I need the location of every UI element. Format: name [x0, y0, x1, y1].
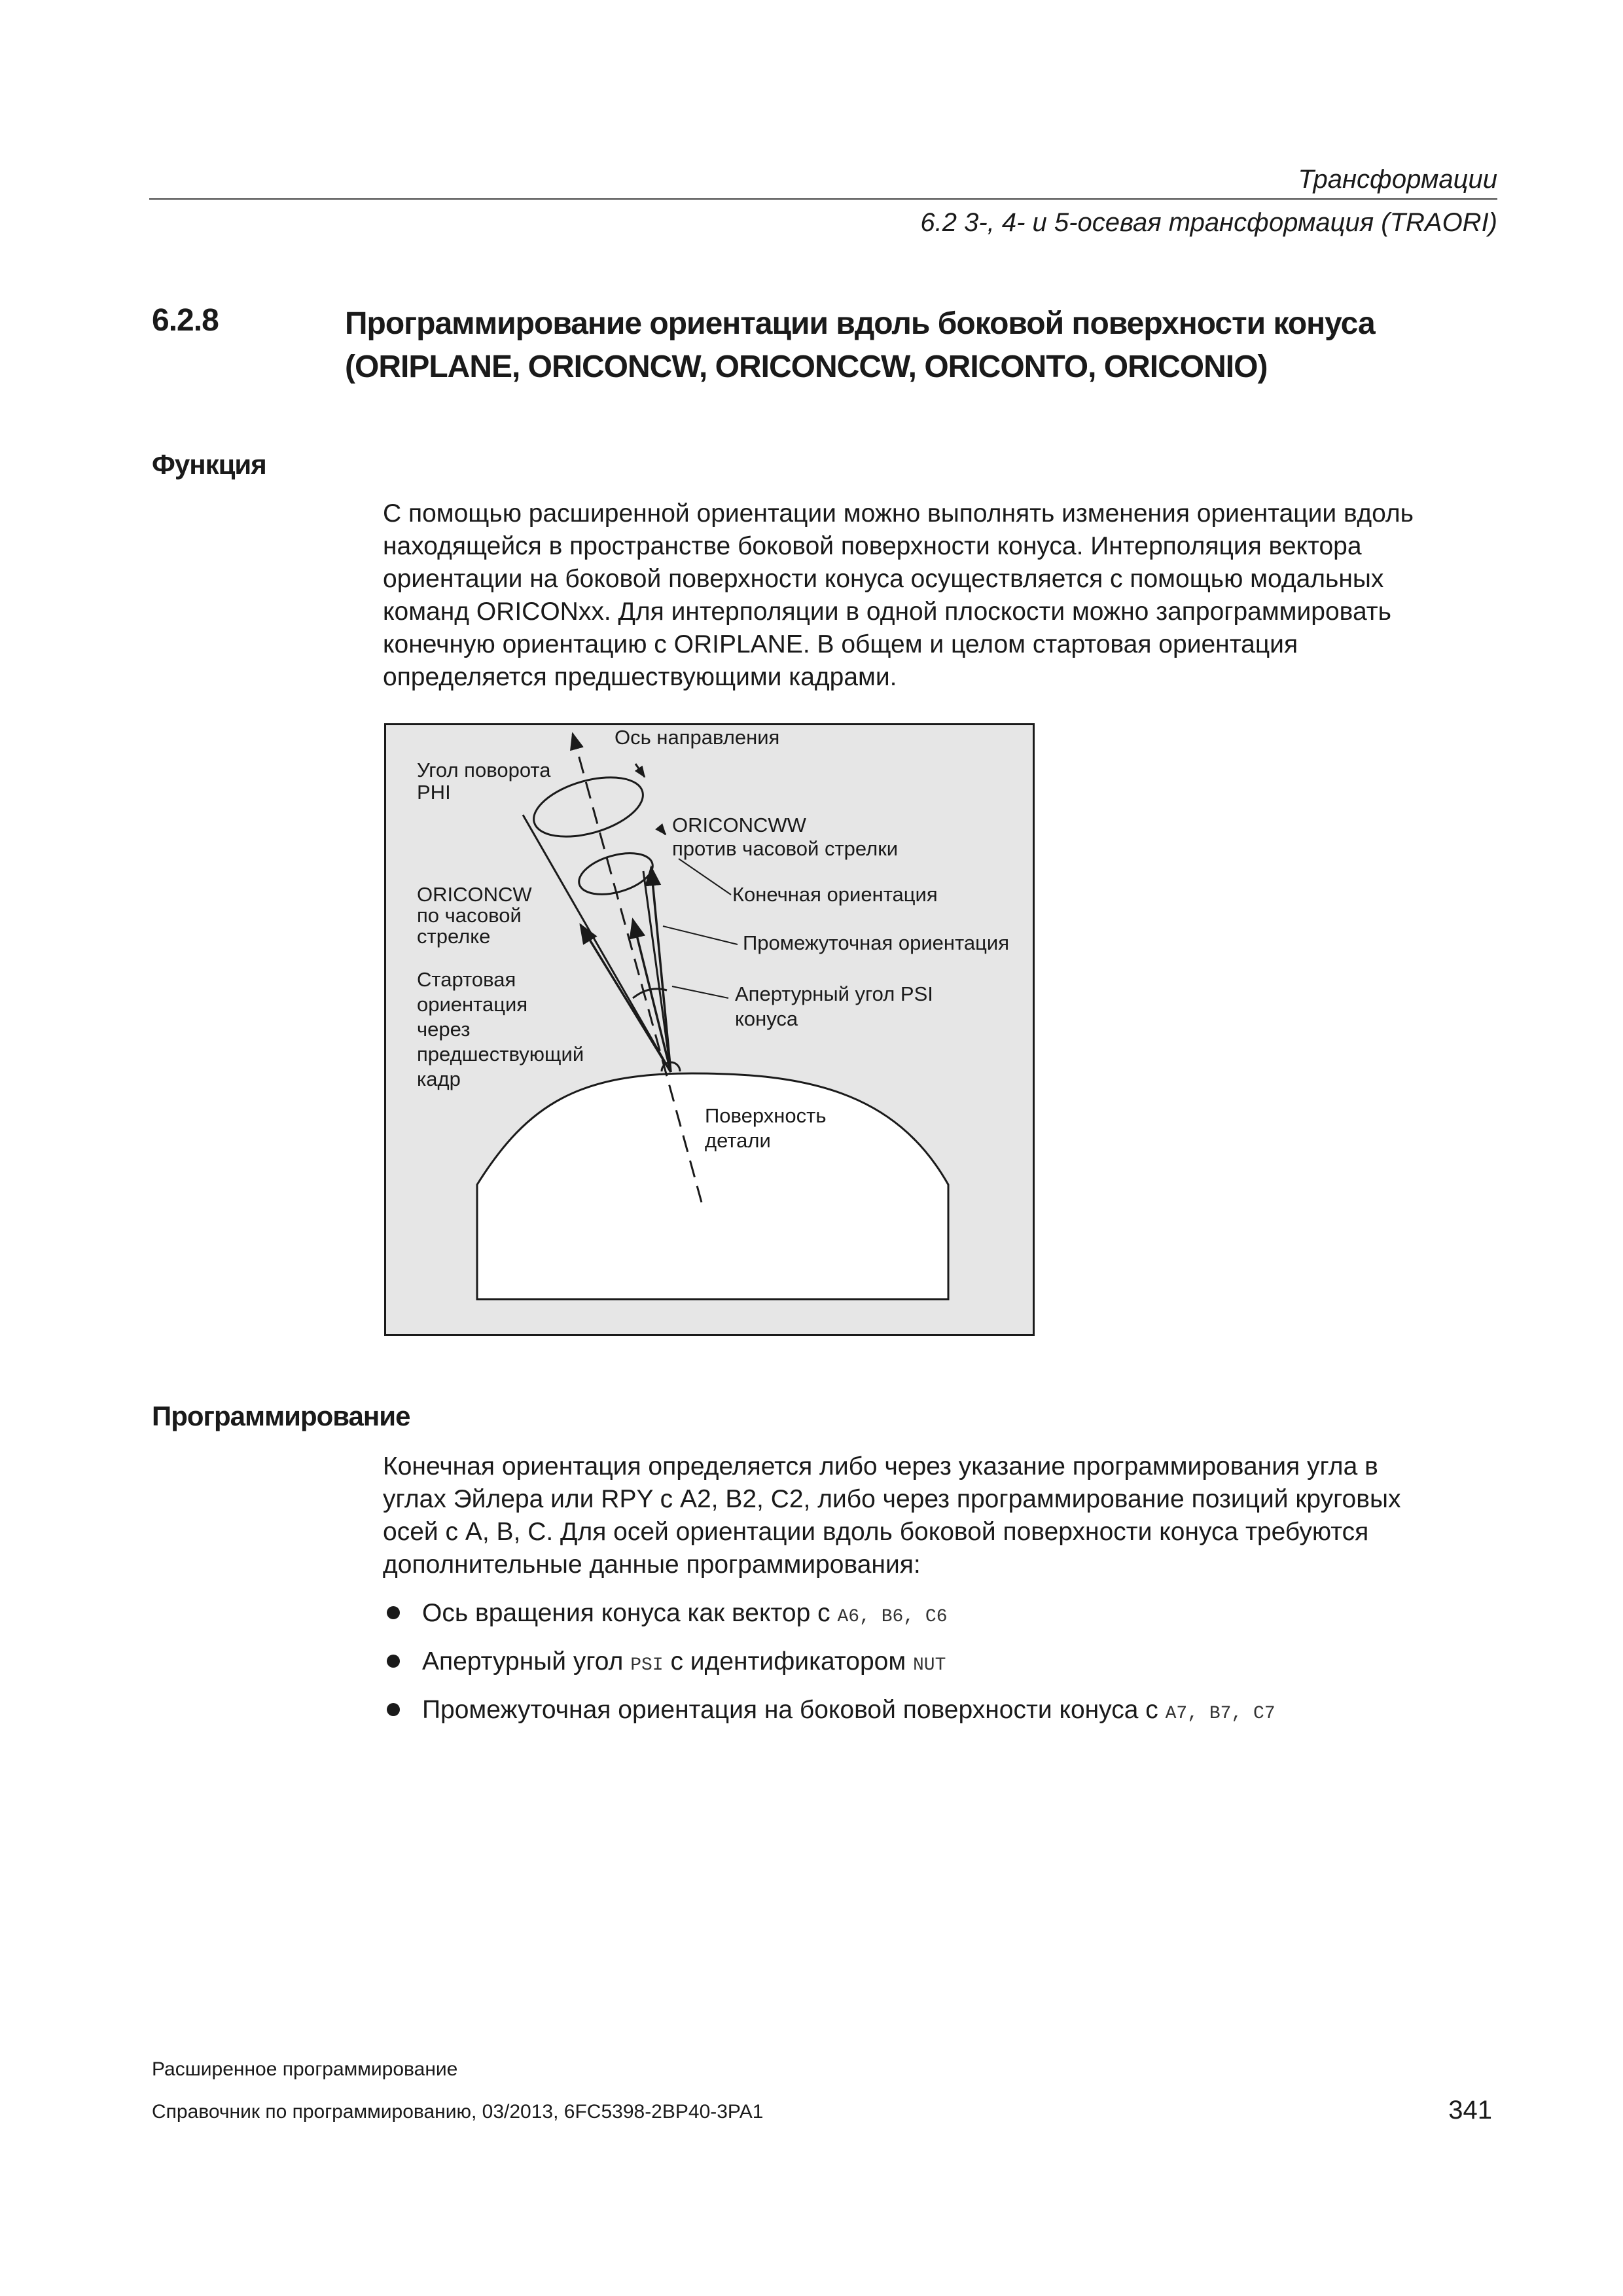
- bullet-icon: [387, 1655, 400, 1668]
- label-intermediate-orientation: Промежуточная ориентация: [743, 931, 1009, 954]
- paragraph-line: конечную ориентацию с ORIPLANE. В общем и целом стартовая ориентация: [383, 630, 1298, 658]
- section-title-line2: (ORIPLANE, ORICONCW, ORICONCCW, ORICONTO, ORICONIO): [345, 350, 1268, 384]
- bullet-code: A7, B7, C7: [1165, 1704, 1275, 1724]
- programming-heading: Программирование: [152, 1401, 410, 1431]
- bullet-code: A6, B6, C6: [837, 1607, 948, 1627]
- footer-title: Расширенное программирование: [152, 2058, 458, 2080]
- label-rotation-angle: Угол поворота: [417, 759, 551, 781]
- bullet-text: Ось вращения конуса как вектор с: [422, 1599, 838, 1627]
- label-oriconccw: ORICONCWW: [672, 814, 806, 836]
- function-heading: Функция: [152, 449, 266, 480]
- programming-paragraph: [383, 1450, 1508, 1581]
- footer-reference: Справочник по программированию, 03/2013, 6FC5398-2BP40-3PA1: [152, 2101, 764, 2123]
- bullet-code-2: NUT: [912, 1655, 946, 1676]
- programming-bullet-list: [383, 1597, 1508, 1742]
- label-aperture-angle: Апертурный угол PSI: [735, 982, 933, 1005]
- function-paragraph: [383, 497, 1508, 694]
- paragraph-line: углах Эйлера или RPY с A2, B2, C2, либо через программирование позиций круговых: [383, 1485, 1401, 1513]
- label-start-5: кадр: [417, 1067, 461, 1090]
- paragraph-line: ориентации на боковой поверхности конуса осуществляется с помощью модальных: [383, 565, 1384, 593]
- list-item: [383, 1694, 1508, 1742]
- paragraph-line: С помощью расширенной ориентации можно выполнять изменения ориентации вдоль: [383, 499, 1414, 528]
- label-axis: Ось направления: [615, 726, 780, 749]
- paragraph-line: осей с A, B, C. Для осей ориентации вдоль боковой поверхности конуса требуются: [383, 1518, 1369, 1546]
- label-cone: конуса: [735, 1007, 798, 1030]
- label-workpiece: детали: [705, 1129, 771, 1152]
- label-start-1: Стартовая: [417, 968, 516, 991]
- paragraph-line: дополнительные данные программирования:: [383, 1551, 921, 1579]
- paragraph-line: определяется предшествующими кадрами.: [383, 663, 897, 691]
- cone-orientation-figure: [384, 723, 1035, 1336]
- header-section: 6.2 3-, 4- и 5-осевая трансформация (TRAORI): [920, 208, 1497, 237]
- bullet-icon: [387, 1606, 400, 1619]
- paragraph-line: находящейся в пространстве боковой поверхности конуса. Интерполяция вектора: [383, 532, 1362, 560]
- list-item: [383, 1645, 1508, 1694]
- label-surface: Поверхность: [705, 1104, 827, 1127]
- bullet-text: Апертурный угол: [422, 1647, 631, 1676]
- label-start-2: ориентация: [417, 993, 528, 1016]
- label-oriconcw: ORICONCW: [417, 883, 532, 906]
- bullet-code: PSI: [630, 1655, 664, 1676]
- header-rule: [149, 198, 1497, 200]
- label-end-orientation: Конечная ориентация: [732, 883, 938, 906]
- bullet-text: Промежуточная ориентация на боковой поверхности конуса с: [422, 1696, 1166, 1724]
- header-chapter: Трансформации: [1298, 165, 1497, 194]
- page-number: 341: [1448, 2096, 1492, 2125]
- label-start-3: через: [417, 1018, 471, 1041]
- label-counterclockwise: против часовой стрелки: [672, 837, 899, 860]
- label-phi: PHI: [417, 781, 451, 804]
- paragraph-line: команд ORICONxx. Для интерполяции в одной плоскости можно запрограммировать: [383, 598, 1391, 626]
- list-item: [383, 1597, 1508, 1645]
- paragraph-line: Конечная ориентация определяется либо через указание программирования угла в: [383, 1452, 1378, 1480]
- section-title-line1: Программирование ориентации вдоль боковой поверхности конуса: [345, 306, 1375, 341]
- bullet-icon: [387, 1703, 400, 1716]
- section-title: [345, 302, 1523, 389]
- label-clockwise-2: стрелке: [417, 925, 491, 948]
- label-start-4: предшествующий: [417, 1043, 584, 1066]
- section-number: 6.2.8: [152, 303, 219, 338]
- label-clockwise-1: по часовой: [417, 904, 522, 927]
- bullet-text-suffix: с идентификатором: [663, 1647, 913, 1676]
